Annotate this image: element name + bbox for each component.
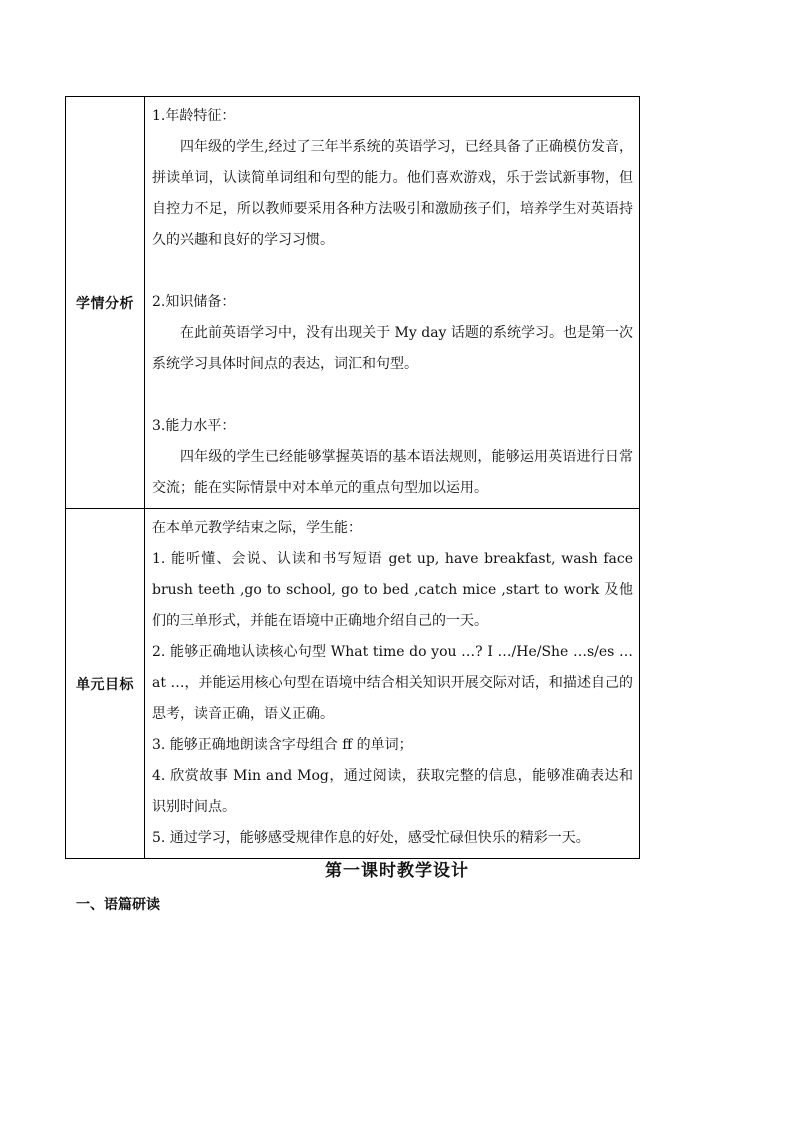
table-row-unit-goals [66,509,640,859]
goal-item-3: 3. 能够正确地朗读含字母组合 ff 的单词； [152,737,413,753]
unit-goals-cell [145,509,640,859]
lesson-title: 第一课时教学设计 [325,861,469,881]
section-heading: 一、语篇研读 [76,897,160,913]
knowledge-paragraph: 在此前英语学习中，没有出现关于 My day 话题的系统学习。也是第一次系统学习具体时间点的表达，词汇和句型。 [152,325,633,372]
goal-item-4: 4. 欣赏故事 Min and Mog，通过阅读，获取完整的信息，能够准确表达和识别时间点。 [152,768,633,815]
age-heading: 1.年龄特征： [152,108,236,124]
spacer [152,380,633,411]
ability-paragraph: 四年级的学生已经能够掌握英语的基本语法规则，能够运用英语进行日常交流；能在实际情景中对本单元的重点句型加以运用。 [152,449,633,496]
ability-heading: 3.能力水平： [152,418,236,434]
spacer [152,256,633,287]
knowledge-heading: 2.知识储备： [152,294,236,310]
row-label-unit-goals: 单元目标 [66,509,145,859]
row-label-student-analysis: 学情分析 [66,97,145,509]
lesson-plan-table [65,96,640,859]
age-paragraph: 四年级的学生,经过了三年半系统的英语学习，已经具备了正确模仿发音，拼读单词，认读简单词组和句型的能力。他们喜欢游戏，乐于尝试新事物，但自控力不足，所以教师要采用各种方法吸引和激励孩子们，培养学生对英语持久的兴趣和良好的学习习惯。 [152,139,633,248]
goal-item-2: 2. 能够正确地认读核心句型 What time do you …? I …/He/She …s/es …at …，并能运用核心句型在语境中结合相关知识开展交际对话，和描述自己的思考，读音正确，语义正确。 [152,644,633,722]
goal-item-1: 1. 能听懂、会说、认读和书写短语 get up, have breakfast, wash face brush teeth ,go to school, go to bed ,catch mice ,start to work 及他们的三单形式，并能在语境中正确地介绍自己的一天。 [152,551,633,629]
student-analysis-cell [145,97,640,509]
goal-item-5: 5. 通过学习，能够感受规律作息的好处，感受忙碌但快乐的精彩一天。 [152,830,590,846]
goals-intro: 在本单元教学结束之际，学生能： [152,520,362,536]
table-row-student-analysis [66,97,640,509]
